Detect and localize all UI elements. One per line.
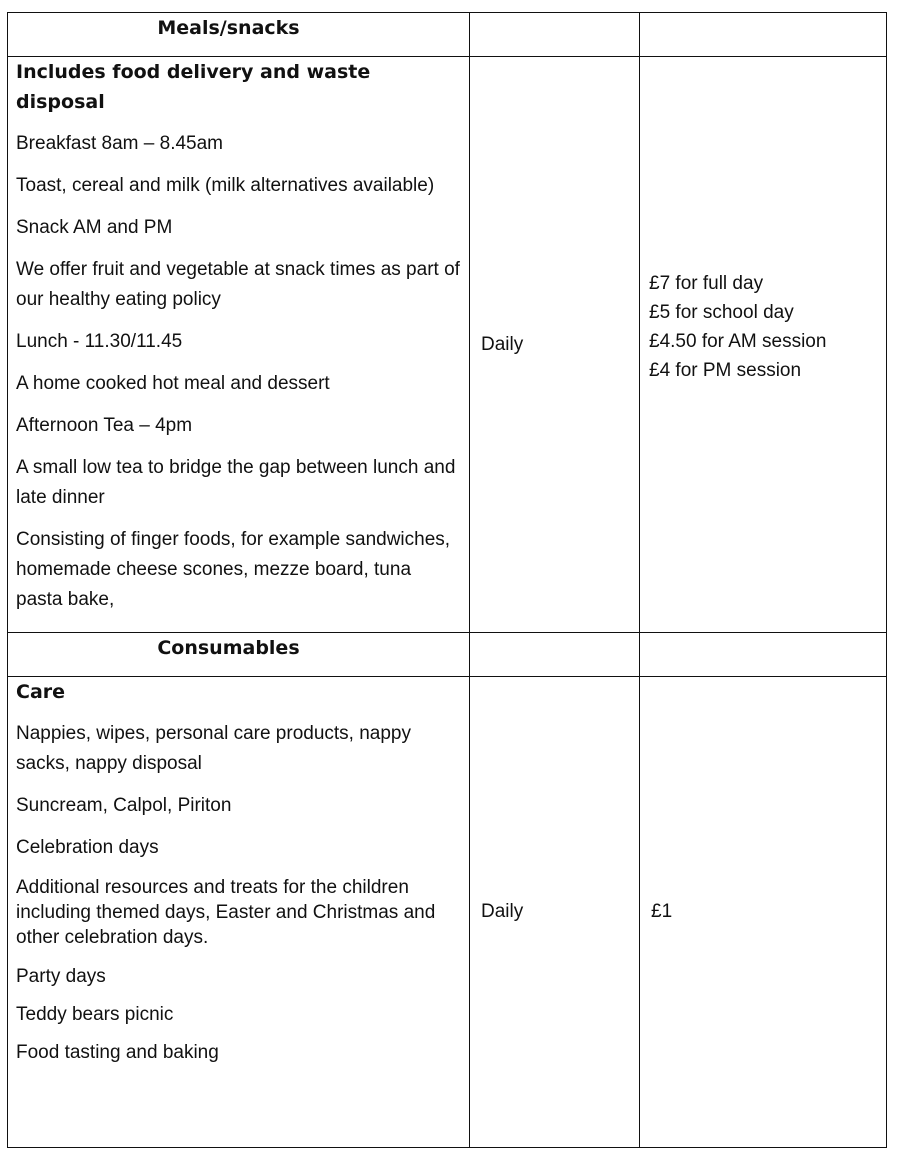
meals-item: Snack AM and PM — [16, 217, 173, 238]
consumables-frequency-cell — [470, 677, 640, 1148]
meals-price-line: £7 for full day — [649, 272, 764, 294]
consumables-item: Nappies, wipes, personal care products, nappy sacks, nappy disposal — [16, 723, 412, 774]
meals-item: A home cooked hot meal and dessert — [16, 373, 330, 394]
consumables-frequency: Daily — [481, 901, 524, 922]
meals-header-title: Meals/snacks — [157, 17, 300, 39]
consumables-item: Teddy bears picnic — [16, 1004, 174, 1025]
consumables-price: £1 — [651, 901, 673, 922]
meals-item: A small low tea to bridge the gap between lunch and late dinner — [16, 457, 456, 508]
consumables-item: Additional resources and treats for the children including themed days, Easter and Christmas and other celebration days. — [16, 877, 436, 948]
meals-price-line: £4 for PM session — [649, 359, 802, 381]
consumables-description-cell — [8, 677, 470, 1148]
consumables-header-row — [8, 633, 887, 677]
meals-price-line: £5 for school day — [649, 301, 794, 323]
meals-price-line: £4.50 for AM session — [649, 330, 827, 352]
meals-header-price-cell — [640, 13, 887, 57]
consumables-section-title: Care — [16, 681, 66, 703]
consumables-item: Celebration days — [16, 837, 159, 858]
consumables-price-cell — [640, 677, 887, 1148]
meals-item: We offer fruit and vegetable at snack times as part of our healthy eating policy — [16, 259, 460, 310]
consumables-body-row — [8, 677, 887, 1148]
meals-price-cell — [640, 57, 887, 633]
meals-header-frequency-cell — [470, 13, 640, 57]
consumables-header-frequency-cell — [470, 633, 640, 677]
meals-header-cell — [8, 13, 470, 57]
consumables-header-title: Consumables — [157, 637, 300, 659]
meals-item: Breakfast 8am – 8.45am — [16, 133, 223, 154]
consumables-header-cell — [8, 633, 470, 677]
meals-item: Consisting of finger foods, for example sandwiches, homemade cheese scones, mezze board, tuna pasta bake, — [16, 529, 451, 610]
consumables-item: Party days — [16, 966, 106, 987]
meals-item: Afternoon Tea – 4pm — [16, 415, 193, 436]
consumables-item: Food tasting and baking — [16, 1042, 219, 1063]
meals-description-cell — [8, 57, 470, 633]
charges-table — [7, 12, 887, 1148]
meals-frequency-cell — [470, 57, 640, 633]
consumables-header-price-cell — [640, 633, 887, 677]
meals-header-row — [8, 13, 887, 57]
consumables-item: Suncream, Calpol, Piriton — [16, 795, 232, 816]
meals-frequency: Daily — [481, 333, 524, 355]
meals-item: Toast, cereal and milk (milk alternatives available) — [16, 175, 435, 196]
meals-section-title: Includes food delivery and waste disposal — [16, 61, 371, 113]
meals-body-row — [8, 57, 887, 633]
meals-item: Lunch - 11.30/11.45 — [16, 331, 183, 352]
